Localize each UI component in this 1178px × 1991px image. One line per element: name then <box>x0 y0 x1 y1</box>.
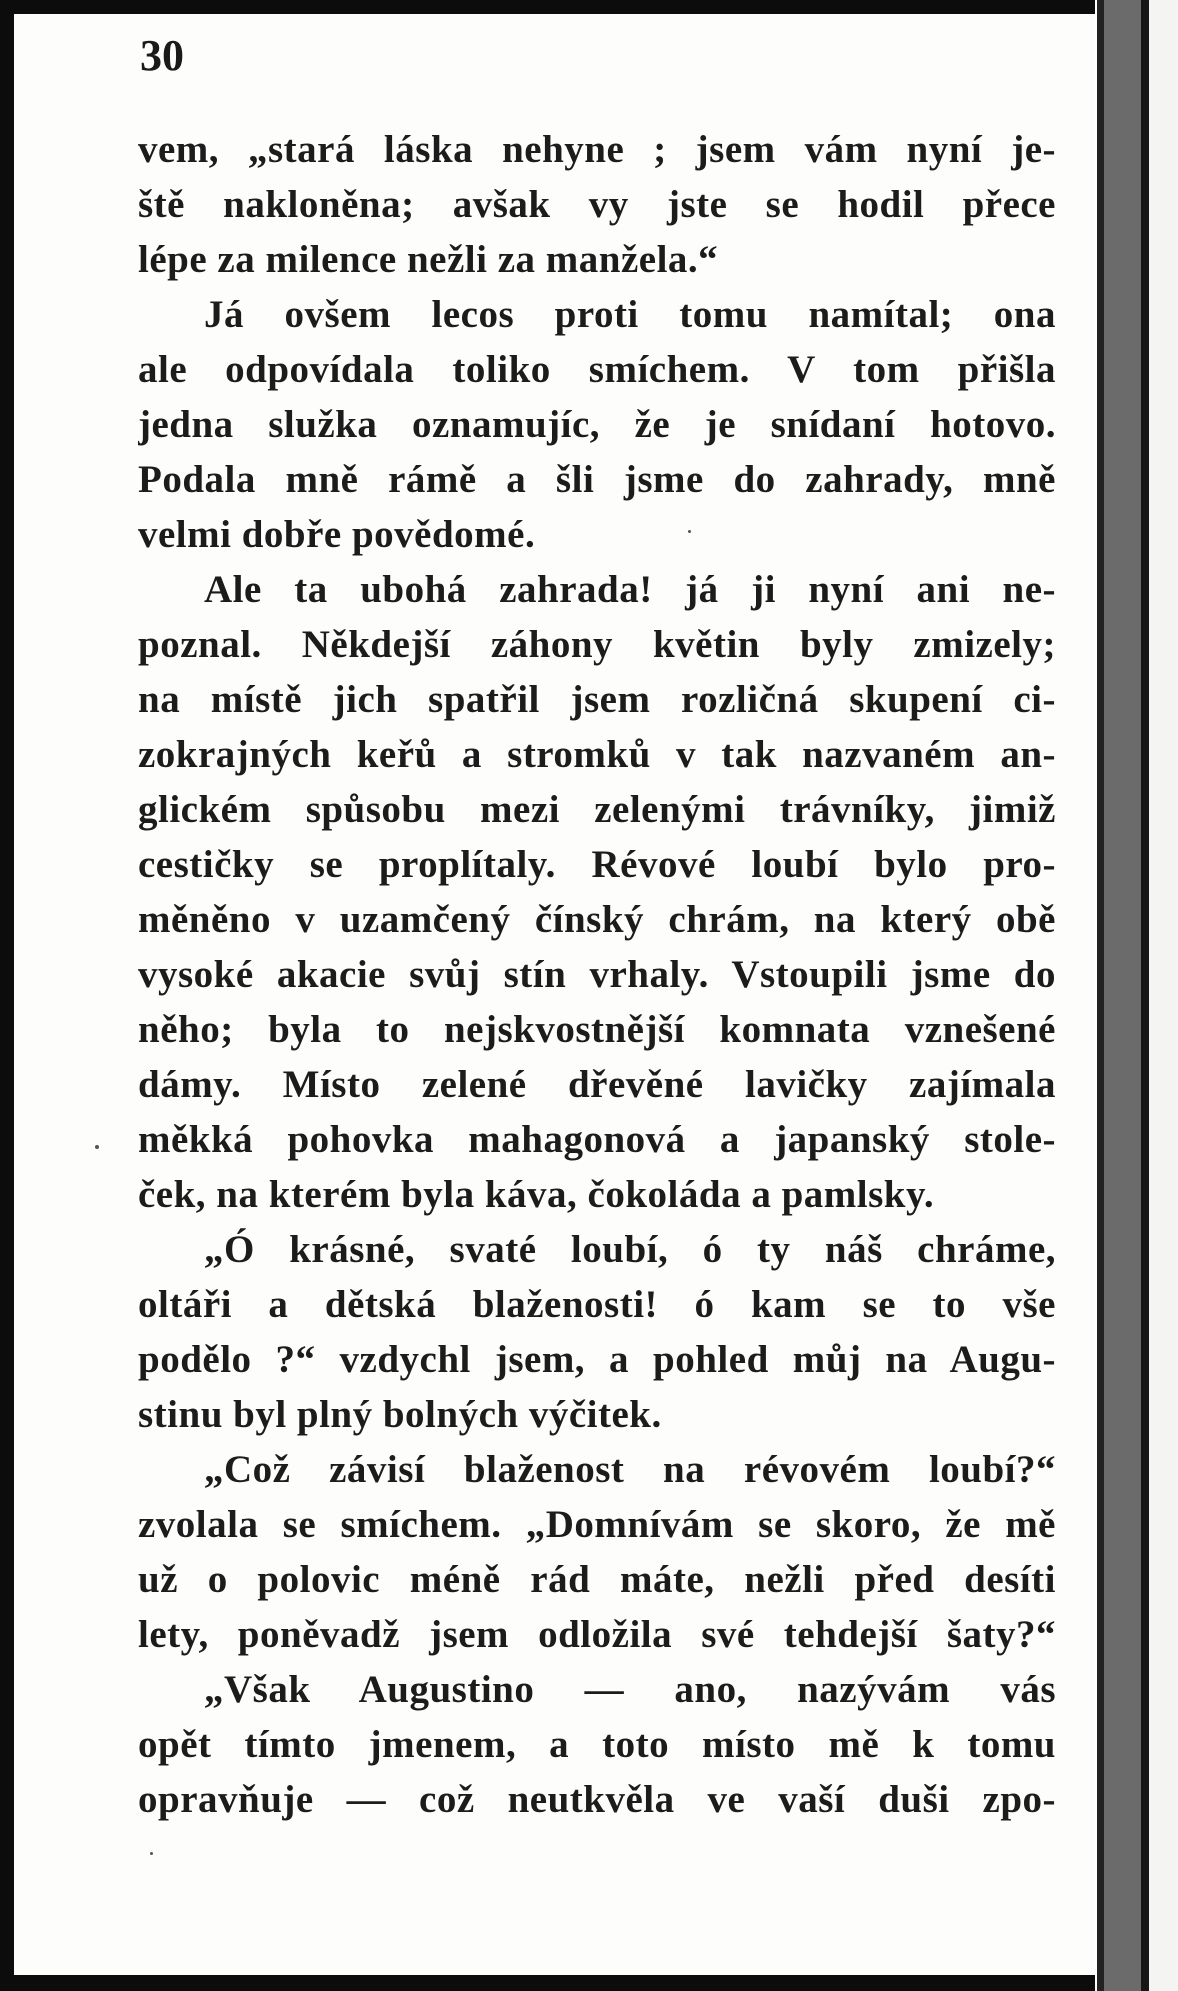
text-line: opět tímto jmenem, a toto místo mě k tomu <box>138 1723 1056 1766</box>
text-line: něho; byla to nejskvostnější komnata vznešené <box>138 1008 1056 1051</box>
text-line: „Však Augustino — ano, nazývám vás <box>204 1668 1056 1711</box>
scan-border-left <box>0 0 14 1991</box>
text-line: měněno v uzamčený čínský chrám, na který obě <box>138 898 1056 941</box>
text-line: velmi dobře povědomé. <box>138 513 536 556</box>
text-line: „Ó krásné, svaté loubí, ó ty náš chráme, <box>204 1228 1056 1271</box>
text-line: dámy. Místo zelené dřevěné lavičky zajímala <box>138 1063 1056 1106</box>
text-line: zvolala se smíchem. „Domnívám se skoro, že mě <box>138 1503 1056 1546</box>
print-speck <box>150 1852 153 1855</box>
text-line: Ale ta ubohá zahrada! já ji nyní ani ne- <box>204 568 1056 611</box>
text-line: Podala mně rámě a šli jsme do zahrady, mně <box>138 458 1056 501</box>
text-line: lety, poněvadž jsem odložila své tehdejší šaty?“ <box>138 1613 1056 1656</box>
text-line: zokrajných keřů a stromků v tak nazvaném an- <box>138 733 1056 776</box>
gutter-shadow-line <box>1097 0 1104 1991</box>
text-line: opravňuje — což neutkvěla ve vaší duši zpo- <box>138 1778 1056 1821</box>
page-number: 30 <box>140 31 184 80</box>
text-line: měkká pohovka mahagonová a japanský stole- <box>138 1118 1056 1161</box>
text-line: lépe za milence nežli za manžela.“ <box>138 238 719 281</box>
text-line: ček, na kterém byla káva, čokoláda a pamlsky. <box>138 1173 935 1216</box>
print-speck <box>95 1145 99 1149</box>
text-line: vem, „stará láska nehyne ; jsem vám nyní je- <box>138 128 1056 171</box>
text-line: stinu byl plný bolných výčitek. <box>138 1393 662 1436</box>
print-speck <box>688 530 691 533</box>
next-page-edge <box>1149 0 1178 1991</box>
text-line: „Což závisí blaženost na révovém loubí?“ <box>204 1448 1056 1491</box>
text-line: ště nakloněna; avšak vy jste se hodil přece <box>138 183 1056 226</box>
text-line: cestičky se proplítaly. Révové loubí bylo pro- <box>138 843 1056 886</box>
text-line: podělo ?“ vzdychl jsem, a pohled můj na Augu- <box>138 1338 1056 1381</box>
text-line: poznal. Někdejší záhony květin byly zmizely; <box>138 623 1056 666</box>
binding-band <box>1104 0 1141 1991</box>
text-line: jedna služka oznamujíc, že je snídaní hotovo. <box>138 403 1056 446</box>
body-text <box>138 122 1056 1827</box>
text-line: na místě jich spatřil jsem rozličná skupení ci- <box>138 678 1056 721</box>
text-line: glickém spůsobu mezi zelenými trávníky, jimiž <box>138 788 1056 831</box>
scan-border-top <box>0 0 1178 14</box>
text-line: už o polovic méně rád máte, nežli před desíti <box>138 1558 1056 1601</box>
scan-border-bottom <box>0 1975 1178 1991</box>
text-line: ale odpovídala toliko smíchem. V tom přišla <box>138 348 1056 391</box>
text-line: oltáři a dětská blaženosti! ó kam se to vše <box>138 1283 1056 1326</box>
gutter-edge-line <box>1141 0 1149 1991</box>
text-line: vysoké akacie svůj stín vrhaly. Vstoupili jsme do <box>138 953 1056 996</box>
text-line: Já ovšem lecos proti tomu namítal; ona <box>204 293 1056 336</box>
